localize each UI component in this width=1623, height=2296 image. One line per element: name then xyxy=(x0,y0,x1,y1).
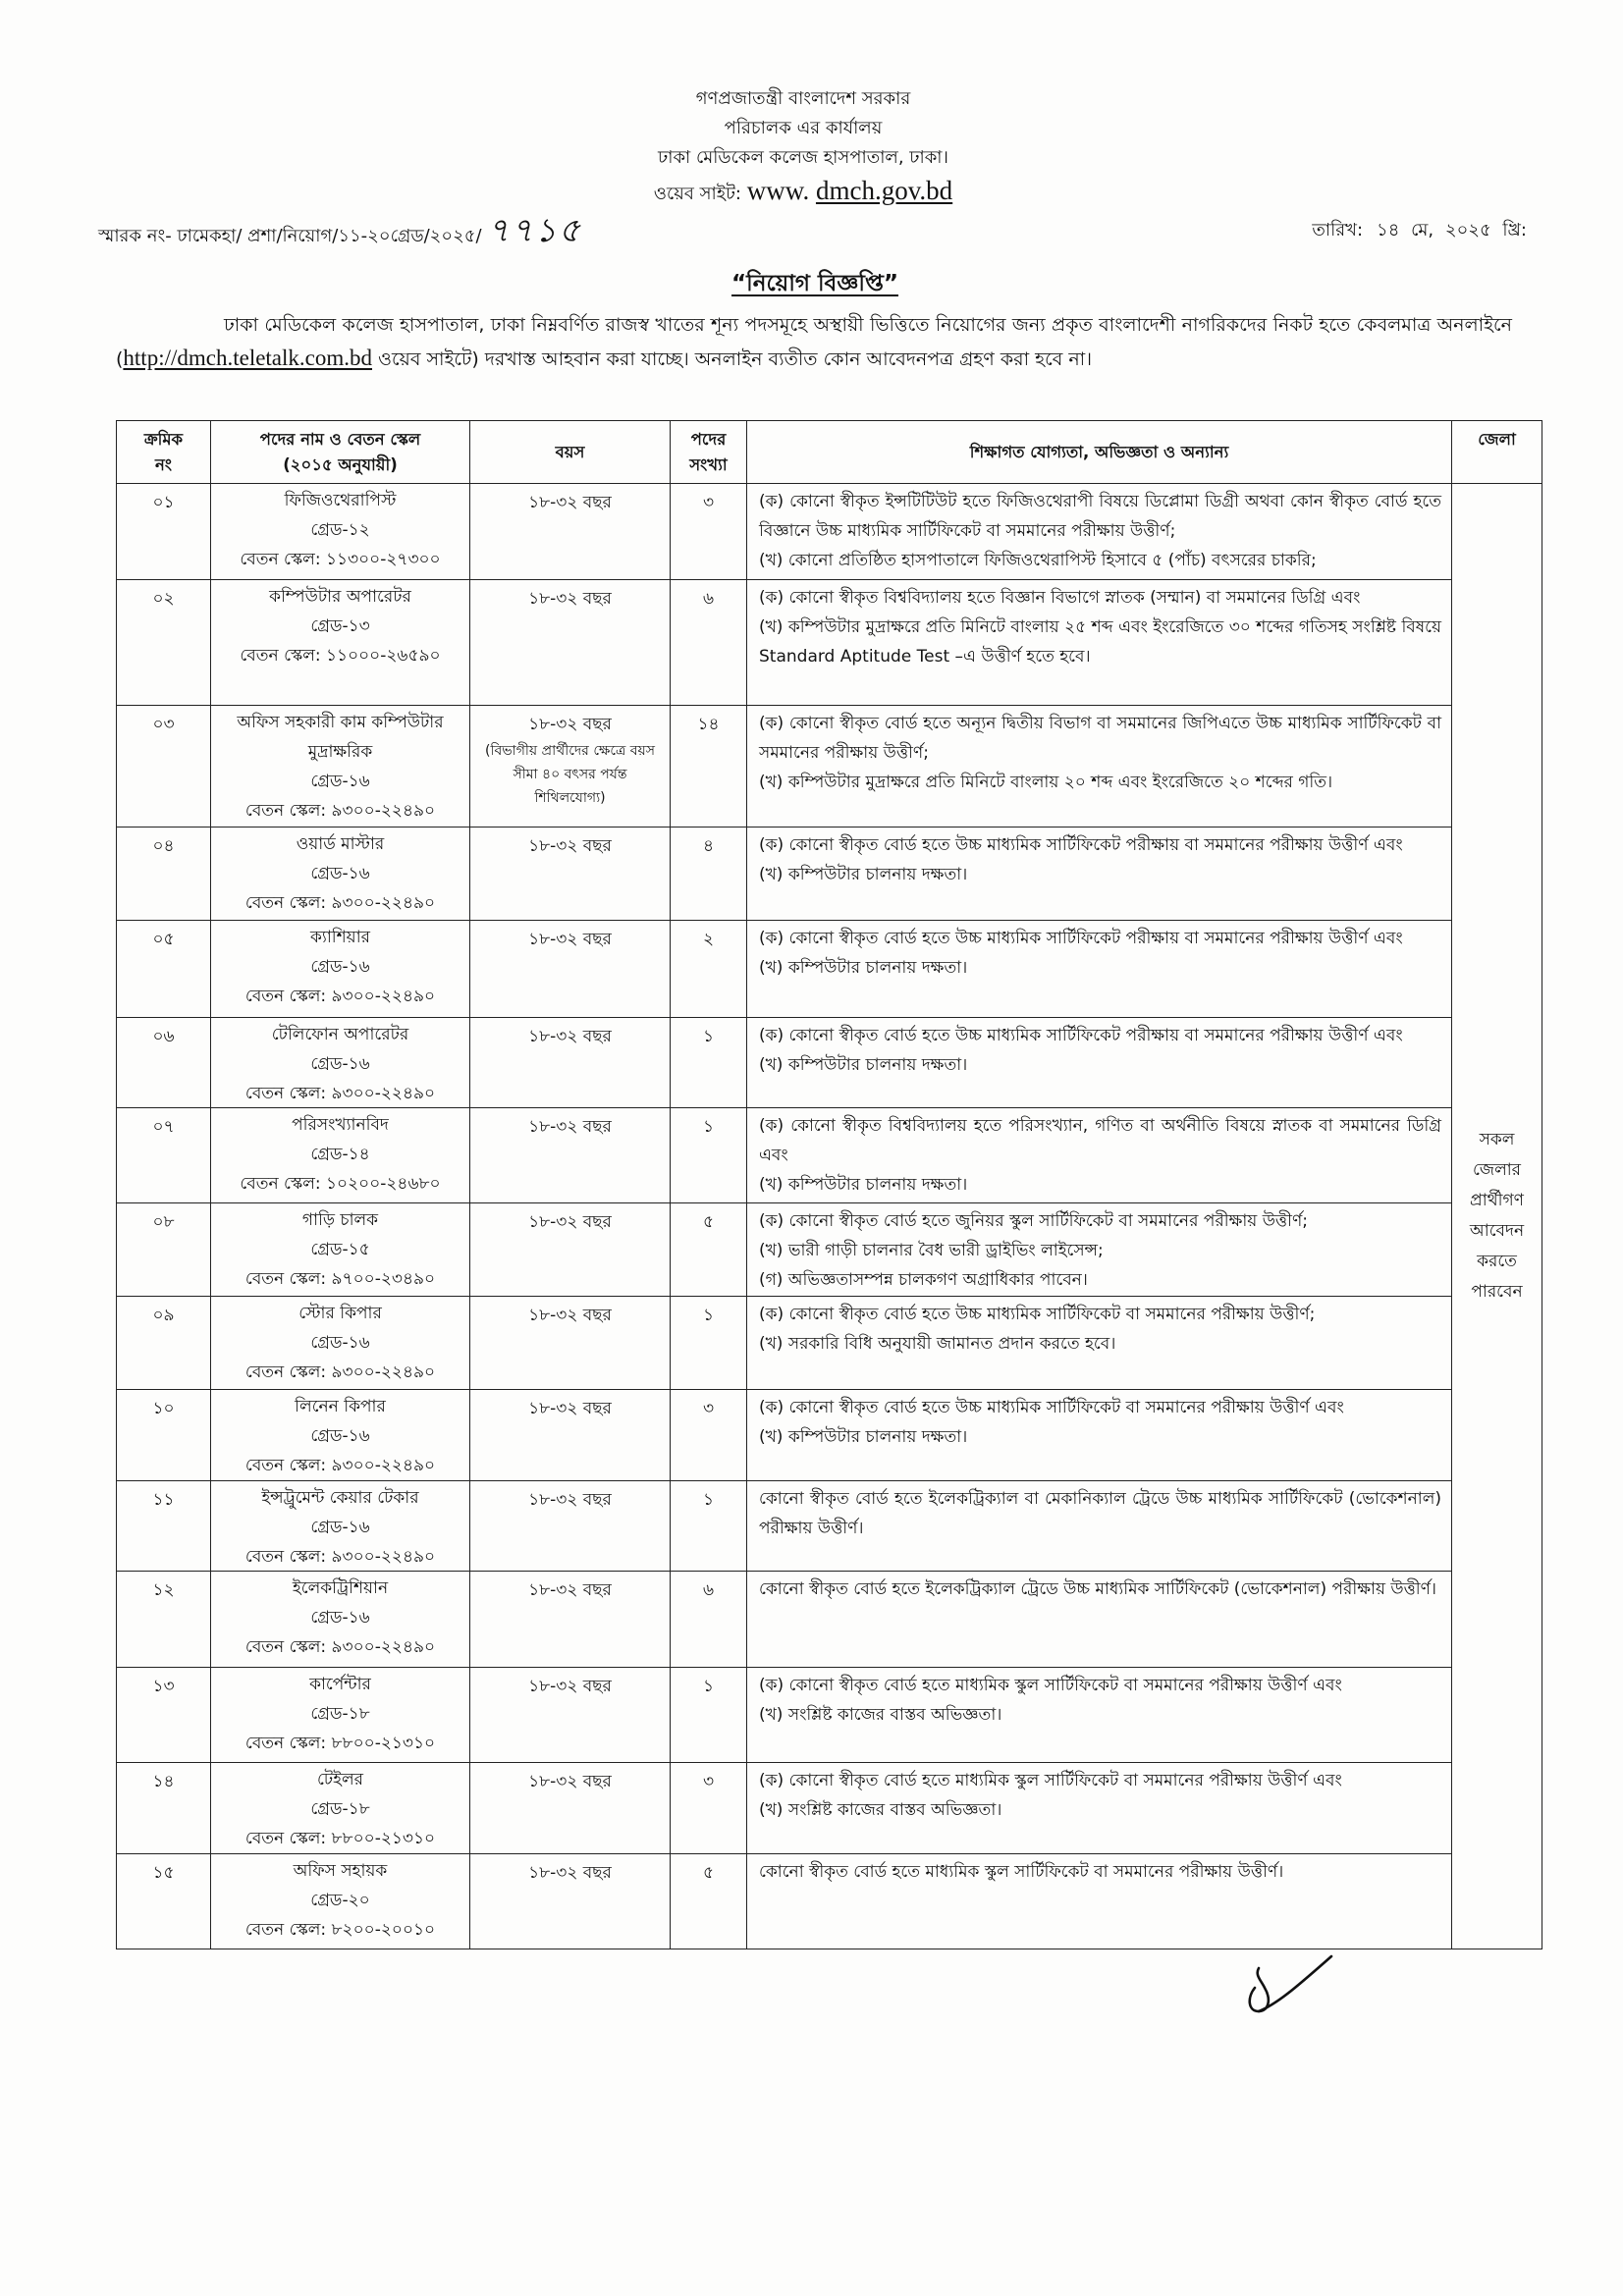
age-cell xyxy=(470,1203,671,1297)
post-count-cell: ৬ xyxy=(671,580,747,706)
header-count-line2: সংখ্যা xyxy=(689,454,728,474)
post-grade: গ্রেড-১৬ xyxy=(310,1426,370,1446)
intro-text-before: ঢাকা মেডিকেল কলেজ হাসপাতাল, ঢাকা নিম্নবর্ণিত রাজস্ব খাতের শূন্য পদসমূহে অস্থায়ী ভিত্তিতে নিয়োগের জন্য প্রকৃত বাংলাদেশী নাগরিকদের নিকট হতে কেবলমাত্র অনলাইনে ( xyxy=(116,314,1512,370)
government-name: গণপ্রজাতন্ত্রী বাংলাদেশ সরকার xyxy=(695,88,911,109)
header-count xyxy=(671,421,747,484)
post-count-cell: ১ xyxy=(671,1018,747,1108)
qualification-cell xyxy=(747,1018,1452,1108)
post-grade: গ্রেড-১৩ xyxy=(310,616,370,636)
qualification-cell xyxy=(747,1668,1452,1763)
serial-cell: ০১ xyxy=(117,484,211,580)
qualification-cell xyxy=(747,484,1452,580)
vacancy-table xyxy=(116,420,1542,1949)
post-count-cell: ১৪ xyxy=(671,706,747,828)
header-post-subtitle: (২০১৫ অনুযায়ী) xyxy=(283,454,398,474)
post-name: ফিজিওথেরাপিস্ট xyxy=(284,491,397,510)
header-count-line1: পদের xyxy=(690,429,727,449)
post-pay-scale: বেতন স্কেল: ৮২০০-২০০১০ xyxy=(244,1920,436,1940)
website-url xyxy=(747,176,952,205)
age-cell xyxy=(470,1297,671,1390)
qualification-item: (গ) অভিজ্ঞতাসম্পন্ন চালকগণ অগ্রাধিকার পাবেন। xyxy=(759,1270,1088,1290)
qualification-item: (খ) সংশ্লিষ্ট কাজের বাস্তব অভিজ্ঞতা। xyxy=(759,1800,1002,1820)
website-domain: dmch.gov.bd xyxy=(815,176,953,205)
signature xyxy=(1239,1949,1347,2019)
serial-cell: ১১ xyxy=(117,1481,211,1572)
qualification-item: (ক) কোনো স্বীকৃত বোর্ড হতে উচ্চ মাধ্যমিক সার্টিফিকেট পরীক্ষায় বা সমমানের পরীক্ষায় উত্তীর্ণ এবং xyxy=(759,835,1403,855)
qualification-item: (ক) কোনো স্বীকৃত বোর্ড হতে মাধ্যমিক স্কুল সার্টিফিকেট বা সমমানের পরীক্ষায় উত্তীর্ণ এবং xyxy=(759,1771,1342,1790)
website-line xyxy=(410,173,1196,212)
age-limit: ১৮-৩২ বছর xyxy=(528,1306,612,1325)
post-pay-scale: বেতন স্কেল: ৯৩০০-২২৪৯০ xyxy=(244,1362,436,1382)
post-grade: গ্রেড-১৪ xyxy=(310,1145,370,1164)
serial-cell: ০৬ xyxy=(117,1018,211,1108)
post-count-cell: ১ xyxy=(671,1668,747,1763)
qualification-item: (খ) কম্পিউটার চালনায় দক্ষতা। xyxy=(759,1427,968,1447)
post-pay-scale: বেতন স্কেল: ৮৮০০-২১৩১০ xyxy=(244,1734,436,1753)
qualification-cell xyxy=(747,1297,1452,1390)
header-post-title: পদের নাম ও বেতন স্কেল xyxy=(259,429,421,449)
age-limit: ১৮-৩২ বছর xyxy=(528,1212,612,1232)
post-cell xyxy=(211,1668,470,1763)
serial-cell: ০৯ xyxy=(117,1297,211,1390)
post-cell xyxy=(211,1572,470,1668)
qualification-item: (ক) কোনো স্বীকৃত বোর্ড হতে উচ্চ মাধ্যমিক সার্টিফিকেট বা সমমানের পরীক্ষায় উত্তীর্ণ; xyxy=(759,1305,1316,1324)
memo-reference xyxy=(98,212,582,255)
post-pay-scale: বেতন স্কেল: ৯৩০০-২২৪৯০ xyxy=(244,987,436,1006)
age-note: (বিভাগীয় প্রার্থীদের ক্ষেত্রে বয়স সীমা ৪০ বৎসর পর্যন্ত শিথিলযোগ্য) xyxy=(484,743,655,806)
qualification-item: (খ) ভারী গাড়ী চালনার বৈধ ভারী ড্রাইভিং লাইসেন্স; xyxy=(759,1241,1104,1260)
post-cell xyxy=(211,1854,470,1949)
qualification-cell xyxy=(747,921,1452,1018)
notice-title xyxy=(422,267,1208,300)
post-grade: গ্রেড-১৫ xyxy=(310,1240,370,1259)
age-cell xyxy=(470,1390,671,1481)
serial-cell: ১৪ xyxy=(117,1763,211,1854)
post-name: গাড়ি চালক xyxy=(301,1210,379,1230)
age-limit: ১৮-৩২ বছর xyxy=(528,1490,612,1510)
qualification-cell xyxy=(747,706,1452,828)
post-pay-scale: বেতন স্কেল: ১১০০০-২৬৫৯০ xyxy=(240,646,441,666)
post-cell xyxy=(211,1390,470,1481)
qualification-item: (খ) কম্পিউটার চালনায় দক্ষতা। xyxy=(759,958,968,978)
memo-handwritten-number: ৭৭১৫ xyxy=(487,211,582,250)
header-district xyxy=(1452,421,1542,484)
qualification-item: (খ) সংশ্লিষ্ট কাজের বাস্তব অভিজ্ঞতা। xyxy=(759,1705,1002,1725)
age-limit: ১৮-৩২ বছর xyxy=(528,589,612,609)
post-pay-scale: বেতন স্কেল: ৯৩০০-২২৪৯০ xyxy=(244,1084,436,1103)
header-post xyxy=(211,421,470,484)
age-limit: ১৮-৩২ বছর xyxy=(528,715,612,734)
qualification-item: (ক) কোনো স্বীকৃত বিশ্ববিদ্যালয় হতে পরিসংখ্যান, গণিত বা অর্থনীতি বিষয়ে স্নাতক বা সমমানের ডিগ্রি এবং xyxy=(759,1116,1441,1165)
age-cell xyxy=(470,484,671,580)
post-name: ওয়ার্ড মাস্টার xyxy=(296,834,385,854)
post-pay-scale: বেতন স্কেল: ৯৩০০-২২৪৯০ xyxy=(244,1547,436,1567)
district-note: সকল জেলার প্রার্থীগণ আবেদন করতে পারবেন xyxy=(1469,1130,1525,1302)
post-grade: গ্রেড-১২ xyxy=(310,520,370,540)
age-cell xyxy=(470,706,671,828)
header-qualification xyxy=(747,421,1452,484)
post-grade: গ্রেড-১৮ xyxy=(310,1704,370,1724)
post-name: টেইলর xyxy=(316,1770,364,1789)
serial-cell: ০৩ xyxy=(117,706,211,828)
serial-cell: ০৪ xyxy=(117,828,211,921)
intro-paragraph xyxy=(116,308,1512,376)
post-cell xyxy=(211,1297,470,1390)
post-cell xyxy=(211,1018,470,1108)
qualification-item: (খ) কোনো প্রতিষ্ঠিত হাসপাতালে ফিজিওথেরাপিস্ট হিসাবে ৫ (পাঁচ) বৎসরের চাকরি; xyxy=(759,551,1317,570)
header-serial-line1: ক্রমিক xyxy=(143,429,184,449)
serial-cell: ১০ xyxy=(117,1390,211,1481)
post-name: লিনেন কিপার xyxy=(295,1397,386,1416)
post-grade: গ্রেড-১৬ xyxy=(310,1518,370,1537)
qualification-item: (ক) কোনো স্বীকৃত বোর্ড হতে মাধ্যমিক স্কুল সার্টিফিকেট বা সমমানের পরীক্ষায় উত্তীর্ণ এবং xyxy=(759,1676,1342,1695)
age-limit: ১৮-৩২ বছর xyxy=(528,1027,612,1046)
post-cell xyxy=(211,921,470,1018)
post-name: কম্পিউটার অপারেটর xyxy=(269,587,411,607)
serial-cell: ০৮ xyxy=(117,1203,211,1297)
age-cell xyxy=(470,1572,671,1668)
post-grade: গ্রেড-২০ xyxy=(310,1891,370,1910)
post-name: ক্যাশিয়ার xyxy=(310,928,370,947)
serial-cell: ১২ xyxy=(117,1572,211,1668)
qualification-item: (ক) কোনো স্বীকৃত বোর্ড হতে উচ্চ মাধ্যমিক সার্টিফিকেট পরীক্ষায় বা সমমানের পরীক্ষায় উত্তীর্ণ এবং xyxy=(759,929,1403,948)
qualification-item: কোনো স্বীকৃত বোর্ড হতে মাধ্যমিক স্কুল সার্টিফিকেট বা সমমানের পরীক্ষায় উত্তীর্ণ। xyxy=(759,1862,1284,1882)
header-qualification-text: শিক্ষাগত যোগ্যতা, অভিজ্ঞতা ও অন্যান্য xyxy=(969,442,1229,461)
post-count-cell: ৩ xyxy=(671,1390,747,1481)
post-count-cell: ১ xyxy=(671,1108,747,1203)
qualification-item: (ক) কোনো স্বীকৃত ইন্সটিটিউট হতে ফিজিওথেরাপী বিষয়ে ডিপ্লোমা ডিগ্রী অথবা কোন স্বীকৃত বোর্ড হতে বিজ্ঞানে উচ্চ মাধ্যমিক সার্টিফিকেট বা সমমানের পরীক্ষায় উত্তীর্ণ; xyxy=(759,492,1441,541)
post-count-cell: ২ xyxy=(671,921,747,1018)
serial-cell: ১৩ xyxy=(117,1668,211,1763)
post-cell xyxy=(211,706,470,828)
qualification-cell xyxy=(747,1203,1452,1297)
qualification-item: (ক) কোনো স্বীকৃত বোর্ড হতে অন্যূন দ্বিতীয় বিভাগ বা সমমানের জিপিএতে উচ্চ মাধ্যমিক সার্টিফিকেট বা সমমানের পরীক্ষায় উত্তীর্ণ; xyxy=(759,714,1441,763)
post-count-cell: ৩ xyxy=(671,1763,747,1854)
age-limit: ১৮-৩২ বছর xyxy=(528,1677,612,1696)
office-name: পরিচালক এর কার্যালয় xyxy=(724,118,883,138)
age-cell xyxy=(470,1763,671,1854)
notice-date xyxy=(1312,212,1527,249)
serial-cell: ০৭ xyxy=(117,1108,211,1203)
header-serial xyxy=(117,421,211,484)
qualification-item: (খ) কম্পিউটার মুদ্রাক্ষরে প্রতি মিনিটে বাংলায় ২৫ শব্দ এবং ইংরেজিতে ৩০ শব্দের গতিসহ সংশ্লিষ্ট বিষয়ে Standard Aptitude Test –এ উত্তীর্ণ হতে হবে। xyxy=(759,617,1441,667)
post-count-cell: ১ xyxy=(671,1481,747,1572)
age-cell xyxy=(470,921,671,1018)
post-grade: গ্রেড-১৬ xyxy=(310,1054,370,1074)
post-count-cell: ৬ xyxy=(671,1572,747,1668)
intro-text-after: ওয়েব সাইটে) দরখাস্ত আহবান করা যাচ্ছে। অনলাইন ব্যতীত কোন আবেদনপত্র গ্রহণ করা হবে না। xyxy=(372,348,1092,370)
age-cell xyxy=(470,828,671,921)
qualification-item: কোনো স্বীকৃত বোর্ড হতে ইলেকট্রিক্যাল বা মেকানিক্যাল ট্রেডে উচ্চ মাধ্যমিক সার্টিফিকেট (ভোকেশনাল) পরীক্ষায় উত্তীর্ণ। xyxy=(759,1489,1441,1538)
post-pay-scale: বেতন স্কেল: ৯৩০০-২২৪৯০ xyxy=(244,1456,436,1475)
header-age-text: বয়স xyxy=(555,442,585,461)
post-grade: গ্রেড-১৬ xyxy=(310,772,370,791)
post-pay-scale: বেতন স্কেল: ১০২০০-২৪৬৮০ xyxy=(240,1174,441,1194)
post-pay-scale: বেতন স্কেল: ৯৩০০-২২৪৯০ xyxy=(244,893,436,913)
date-value: ১৪ মে, ২০২৫ খ্রি: xyxy=(1377,220,1527,240)
qualification-item: (ক) কোনো স্বীকৃত বোর্ড হতে জুনিয়র স্কুল সার্টিফিকেট বা সমমানের পরীক্ষায় উত্তীর্ণ; xyxy=(759,1211,1308,1231)
post-pay-scale: বেতন স্কেল: ৯৭০০-২৩৪৯০ xyxy=(244,1269,436,1289)
application-link: http://dmch.teletalk.com.bd xyxy=(123,346,373,370)
age-limit: ১৮-৩২ বছর xyxy=(528,1772,612,1791)
age-limit: ১৮-৩২ বছর xyxy=(528,836,612,856)
qualification-item: (খ) কম্পিউটার চালনায় দক্ষতা। xyxy=(759,865,968,884)
post-grade: গ্রেড-১৬ xyxy=(310,957,370,977)
qualification-item: (খ) কম্পিউটার চালনায় দক্ষতা। xyxy=(759,1175,968,1195)
qualification-item: (ক) কোনো স্বীকৃত বোর্ড হতে উচ্চ মাধ্যমিক সার্টিফিকেট পরীক্ষায় বা সমমানের পরীক্ষায় উত্তীর্ণ এবং xyxy=(759,1026,1403,1045)
post-name: টেলিফোন অপারেটর xyxy=(271,1025,409,1044)
qualification-cell xyxy=(747,1763,1452,1854)
post-count-cell: ৫ xyxy=(671,1203,747,1297)
age-cell xyxy=(470,1854,671,1949)
header-district-text: জেলা xyxy=(1478,430,1516,449)
post-count-cell: ৫ xyxy=(671,1854,747,1949)
post-cell xyxy=(211,1481,470,1572)
post-grade: গ্রেড-১৮ xyxy=(310,1799,370,1819)
age-limit: ১৮-৩২ বছর xyxy=(528,493,612,512)
post-name: কার্পেন্টার xyxy=(309,1675,371,1694)
qualification-cell xyxy=(747,1854,1452,1949)
age-cell xyxy=(470,1018,671,1108)
date-label: তারিখ: xyxy=(1312,220,1364,240)
age-cell xyxy=(470,1481,671,1572)
serial-cell: ০২ xyxy=(117,580,211,706)
post-cell xyxy=(211,828,470,921)
qualification-item: কোনো স্বীকৃত বোর্ড হতে ইলেকট্রিক্যাল ট্রেডে উচ্চ মাধ্যমিক সার্টিফিকেট (ভোকেশনাল) পরীক্ষায় উত্তীর্ণ। xyxy=(759,1579,1436,1599)
post-pay-scale: বেতন স্কেল: ৮৮০০-২১৩১০ xyxy=(244,1829,436,1848)
post-name: অফিস সহায়ক xyxy=(293,1861,388,1881)
age-limit: ১৮-৩২ বছর xyxy=(528,930,612,949)
notice-title-text: “নিয়োগ বিজ্ঞপ্তি” xyxy=(731,271,898,296)
header-age xyxy=(470,421,671,484)
qualification-item: (খ) সরকারি বিধি অনুযায়ী জামানত প্রদান করতে হবে। xyxy=(759,1334,1116,1354)
website-prefix: www. xyxy=(746,176,810,205)
district-cell xyxy=(1452,484,1542,1949)
age-limit: ১৮-৩২ বছর xyxy=(528,1863,612,1883)
memo-label: স্মারক নং- ঢামেকহা/ প্রশা/নিয়োগ/১১-২০গ্রেড/২০২৫/ xyxy=(98,226,482,246)
qualification-item: (ক) কোনো স্বীকৃত বোর্ড হতে উচ্চ মাধ্যমিক সার্টিফিকেট বা সমমানের পরীক্ষায় উত্তীর্ণ এবং xyxy=(759,1398,1344,1417)
age-limit: ১৮-৩২ বছর xyxy=(528,1580,612,1600)
post-cell xyxy=(211,1763,470,1854)
post-grade: গ্রেড-১৬ xyxy=(310,1333,370,1353)
qualification-item: (খ) কম্পিউটার চালনায় দক্ষতা। xyxy=(759,1055,968,1075)
post-pay-scale: বেতন স্কেল: ৯৩০০-২২৪৯০ xyxy=(244,1637,436,1657)
post-count-cell: ৩ xyxy=(671,484,747,580)
qualification-cell xyxy=(747,1572,1452,1668)
qualification-cell xyxy=(747,828,1452,921)
post-pay-scale: বেতন স্কেল: ৯৩০০-২২৪৯০ xyxy=(244,801,436,821)
post-cell xyxy=(211,1203,470,1297)
post-cell xyxy=(211,1108,470,1203)
post-cell xyxy=(211,484,470,580)
qualification-cell xyxy=(747,580,1452,706)
post-count-cell: ৪ xyxy=(671,828,747,921)
post-count-cell: ১ xyxy=(671,1297,747,1390)
post-name: অফিস সহকারী কাম কম্পিউটার মুদ্রাক্ষরিক xyxy=(237,713,444,762)
post-grade: গ্রেড-১৬ xyxy=(310,1608,370,1628)
age-limit: ১৮-৩২ বছর xyxy=(528,1117,612,1137)
age-cell xyxy=(470,1668,671,1763)
serial-cell: ০৫ xyxy=(117,921,211,1018)
post-name: পরিসংখ্যানবিদ xyxy=(292,1115,389,1135)
website-label: ওয়েব সাইট: xyxy=(653,184,741,204)
qualification-item: (খ) কম্পিউটার মুদ্রাক্ষরে প্রতি মিনিটে বাংলায় ২০ শব্দ এবং ইংরেজিতে ২০ শব্দের গতি। xyxy=(759,773,1333,792)
age-cell xyxy=(470,1108,671,1203)
age-limit: ১৮-৩২ বছর xyxy=(528,1399,612,1418)
post-cell xyxy=(211,580,470,706)
qualification-cell xyxy=(747,1481,1452,1572)
qualification-cell xyxy=(747,1108,1452,1203)
header-serial-line2: নং xyxy=(155,454,172,474)
letterhead xyxy=(410,84,1196,212)
serial-cell: ১৫ xyxy=(117,1854,211,1949)
qualification-cell xyxy=(747,1390,1452,1481)
post-name: ইন্সট্রুমেন্ট কেয়ার টেকার xyxy=(261,1488,419,1508)
post-pay-scale: বেতন স্কেল: ১১৩০০-২৭৩০০ xyxy=(240,550,441,569)
post-name: স্টোর কিপার xyxy=(298,1304,382,1323)
post-name: ইলেকট্রিশিয়ান xyxy=(292,1578,389,1598)
post-grade: গ্রেড-১৬ xyxy=(310,864,370,883)
age-cell xyxy=(470,580,671,706)
qualification-item: (ক) কোনো স্বীকৃত বিশ্ববিদ্যালয় হতে বিজ্ঞান বিভাগে স্নাতক (সম্মান) বা সমমানের ডিগ্রি এবং xyxy=(759,588,1361,608)
institution-name: ঢাকা মেডিকেল কলেজ হাসপাতাল, ঢাকা। xyxy=(658,147,948,168)
